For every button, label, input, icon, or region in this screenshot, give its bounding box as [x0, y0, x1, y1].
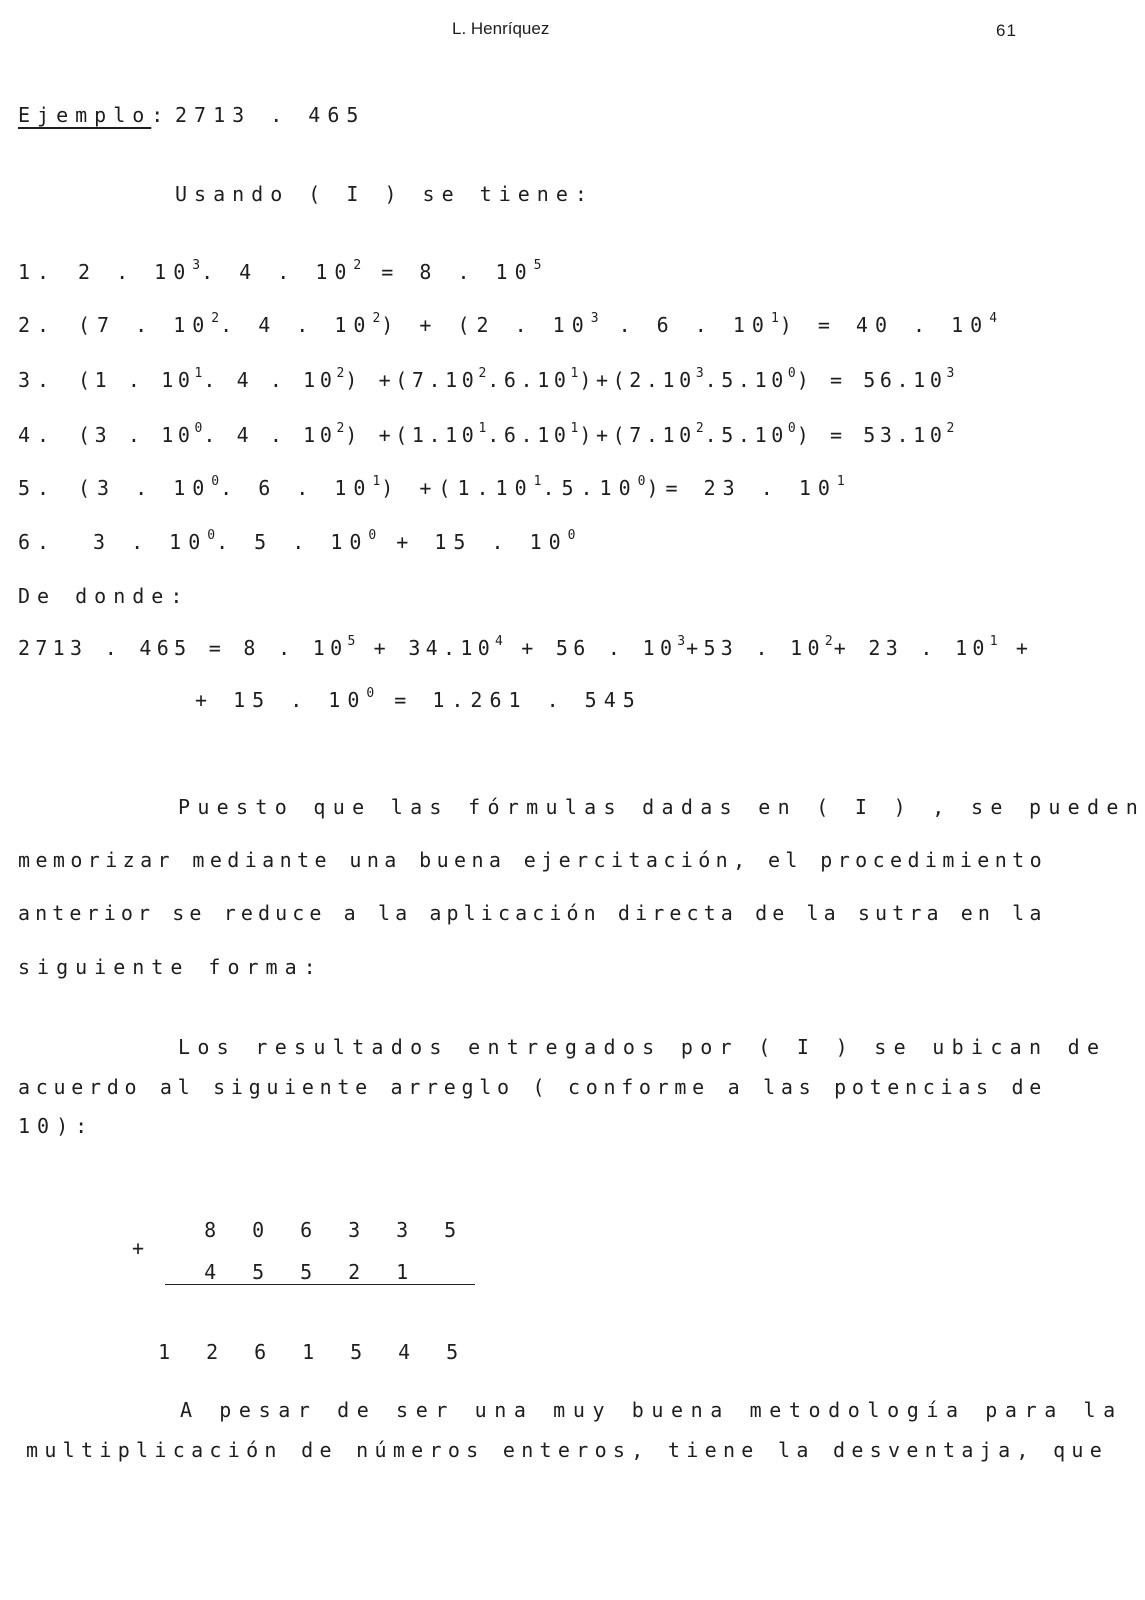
addition-plus-sign: +: [132, 1236, 145, 1260]
paragraph-3-line: multiplicación de números enteros, tiene la desventaja, que: [26, 1438, 1109, 1462]
running-header-author: L. Henríquez: [452, 19, 550, 38]
step-number: 2.: [18, 313, 57, 337]
step-number: 5.: [18, 476, 57, 500]
paragraph-2-line: acuerdo al siguiente arreglo ( conforme a las potencias de: [18, 1075, 1047, 1099]
step-number: 6.: [18, 530, 57, 554]
paragraph-1-line: memorizar mediante una buena ejercitación, el procedimiento: [18, 848, 1048, 872]
paragraph-1-line: siguiente forma:: [18, 955, 323, 979]
intro-text: Usando ( I ) se tiene:: [175, 182, 594, 206]
example-heading: [18, 103, 170, 127]
step-expression: (3 . $10^0$. 6 . $10^1) +(1.10^1.5.10^0)= 23$ . $10^1$: [78, 474, 846, 500]
step-expression: 2 . $10^3$. 4 . $10^2 = 8$ . $10^5$: [78, 258, 543, 284]
example-label: Ejemplo: [18, 103, 152, 127]
result-line-2: + 15 . $10^0 = 1.261$ . 545: [195, 686, 642, 712]
page-number: 61: [996, 21, 1017, 40]
step-number: 4.: [18, 423, 57, 447]
addition-row-2: 4 5 5 2 1: [204, 1260, 409, 1284]
paragraph-3-line: A pesar de ser una muy buena metodología para la: [180, 1398, 1123, 1422]
paragraph-2-line: Los resultados entregados por ( I ) se ubican de: [178, 1035, 1107, 1059]
step-expression: 3 . $10^0$. 5 . $10^0 + 15$ . $10^0$: [93, 528, 577, 554]
step-expression: (3 . $10^0$. 4 . $10^2) +(1.10^1.6.10^1)+(7.10^2.5.10^0) = 53.10^2$: [78, 421, 956, 447]
de-donde-label: De donde:: [18, 584, 190, 608]
paragraph-1-line: anterior se reduce a la aplicación directa de la sutra en la: [18, 901, 1047, 925]
addition-row-1: 8 0 6 3 3 5: [204, 1218, 457, 1242]
result-line-1: 2713 . 465 = 8 . $10^5 + 34.10^4 + 56$ . $10^3+53$ . $10^2+ 23$ . $10^1$ +: [18, 634, 1034, 660]
step-expression: (7 . $10^2$. 4 . $10^2) + (2$ . $10^3$ . 6 . $10^1) = 40$ . $10^4$: [78, 311, 999, 337]
example-expression: 2713 . 465: [175, 103, 366, 127]
example-colon: :: [151, 103, 171, 127]
addition-rule: [165, 1284, 475, 1285]
step-number: 3.: [18, 368, 57, 392]
step-number: 1.: [18, 260, 57, 284]
paragraph-1-line: Puesto que las fórmulas dadas en ( I ) , se pueden: [178, 795, 1145, 819]
step-expression: (1 . $10^1$. 4 . $10^2) +(7.10^2.6.10^1)+(2.10^3.5.10^0) = 56.10^3$: [78, 366, 956, 392]
addition-total: 1 2 6 1 5 4 5: [158, 1340, 459, 1364]
paragraph-2-line: 10):: [18, 1114, 95, 1138]
